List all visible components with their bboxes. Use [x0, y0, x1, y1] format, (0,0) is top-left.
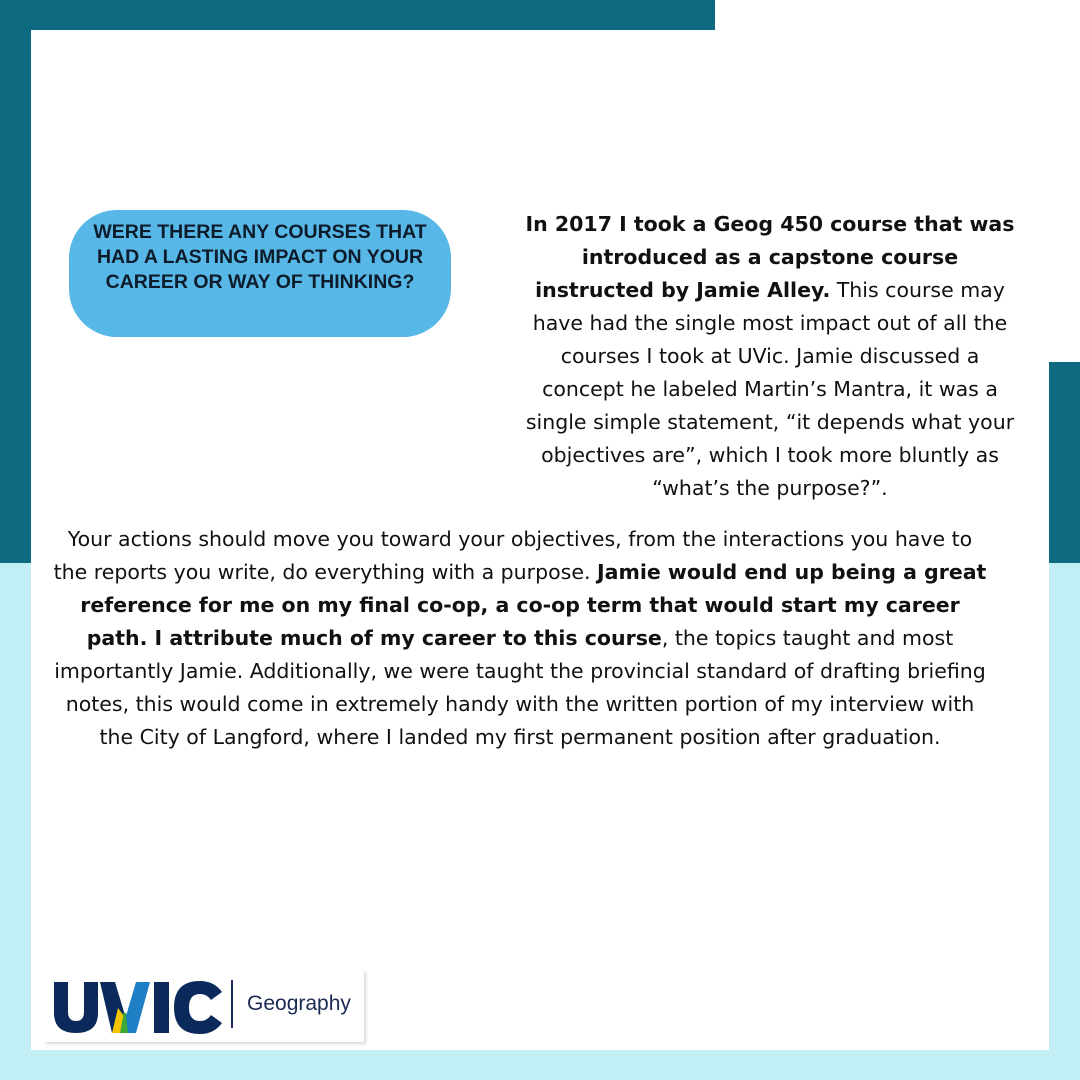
- body-paragraph: [52, 523, 988, 754]
- question-heading: WERE THERE ANY COURSES THAT HAD A LASTING IMPACT ON YOUR CAREER OR WAY OF THINKING?: [93, 221, 427, 293]
- intro-paragraph: [520, 208, 1020, 505]
- body-bold-text: Jamie would end up being a great reference for me on my final co-op, a co-op term that would start my career path. I attribute much of my career to this course: [80, 560, 987, 650]
- background-white-strip: [715, 0, 1080, 30]
- question-pill: [69, 210, 451, 337]
- body-text-start: Your actions should move you toward your objectives, from the interactions you have to the reports you write, do everything with a purpose.: [53, 527, 973, 584]
- intro-bold-text: In 2017 I took a Geog 450 course that was introduced as a capstone course instructed by Jamie Alley.: [525, 212, 1015, 302]
- logo-department: Geography: [247, 992, 351, 1015]
- uvic-geography-logo: [44, 970, 364, 1042]
- body-text-end: , the topics taught and most importantly Jamie. Additionally, we were taught the provincial standard of drafting briefing notes, this would come in extremely handy with the written portion of my interview with the City of Langford, where I landed my first permanent position after graduation.: [54, 626, 986, 749]
- uvic-logo-mark: [52, 978, 224, 1034]
- intro-text: This course may have had the single most impact out of all the courses I took at UVic. Jamie discussed a concept he labeled Martin’s Mantra, it was a single simple statement, “it depends what your objectives are”, which I took more bluntly as “what’s the purpose?”.: [525, 278, 1015, 500]
- logo-divider: [231, 980, 233, 1028]
